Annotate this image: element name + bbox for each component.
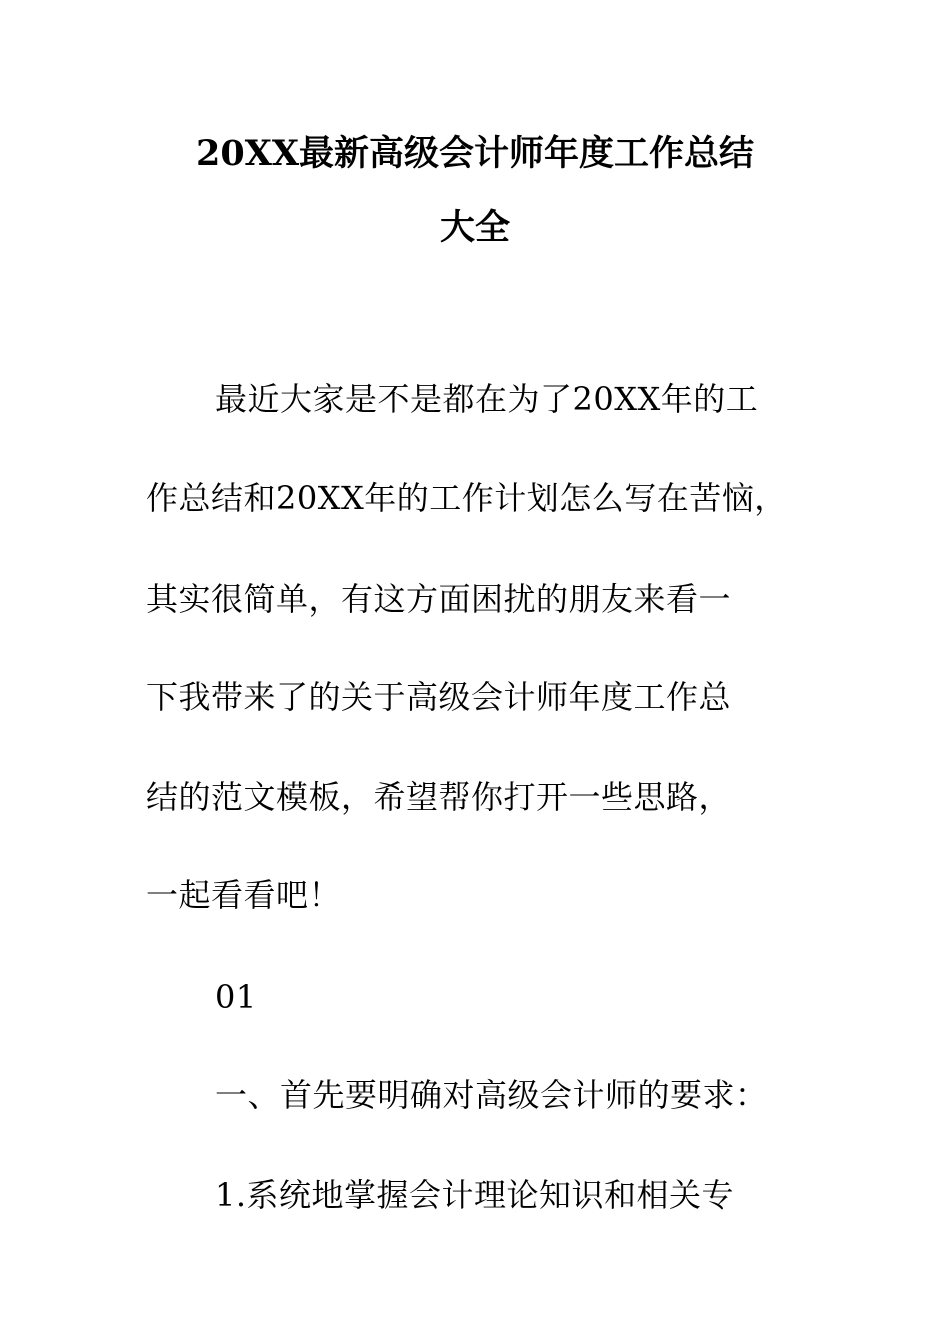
- list-item-1: 1.系统地掌握会计理论知识和相关专: [215, 1176, 735, 1214]
- body-text-line-3: 其实很简单，有这方面困扰的朋友来看一: [146, 580, 732, 618]
- document-title-line-1: 20XX最新高级会计师年度工作总结: [195, 133, 755, 174]
- section-heading: 一、首先要明确对高级会计师的要求：: [215, 1076, 768, 1114]
- body-text-line-5: 结的范文模板，希望帮你打开一些思路，: [146, 778, 732, 816]
- body-text-line-2: 作总结和20XX年的工作计划怎么写在苦恼，: [146, 479, 787, 517]
- body-text-line-6: 一起看看吧！: [146, 876, 342, 914]
- body-text-line-4: 下我带来了的关于高级会计师年度工作总: [146, 678, 732, 716]
- section-number: 01: [215, 978, 257, 1016]
- document-title-line-2: 大全: [439, 207, 510, 248]
- body-text-line-1: 最近大家是不是都在为了20XX年的工: [215, 380, 759, 418]
